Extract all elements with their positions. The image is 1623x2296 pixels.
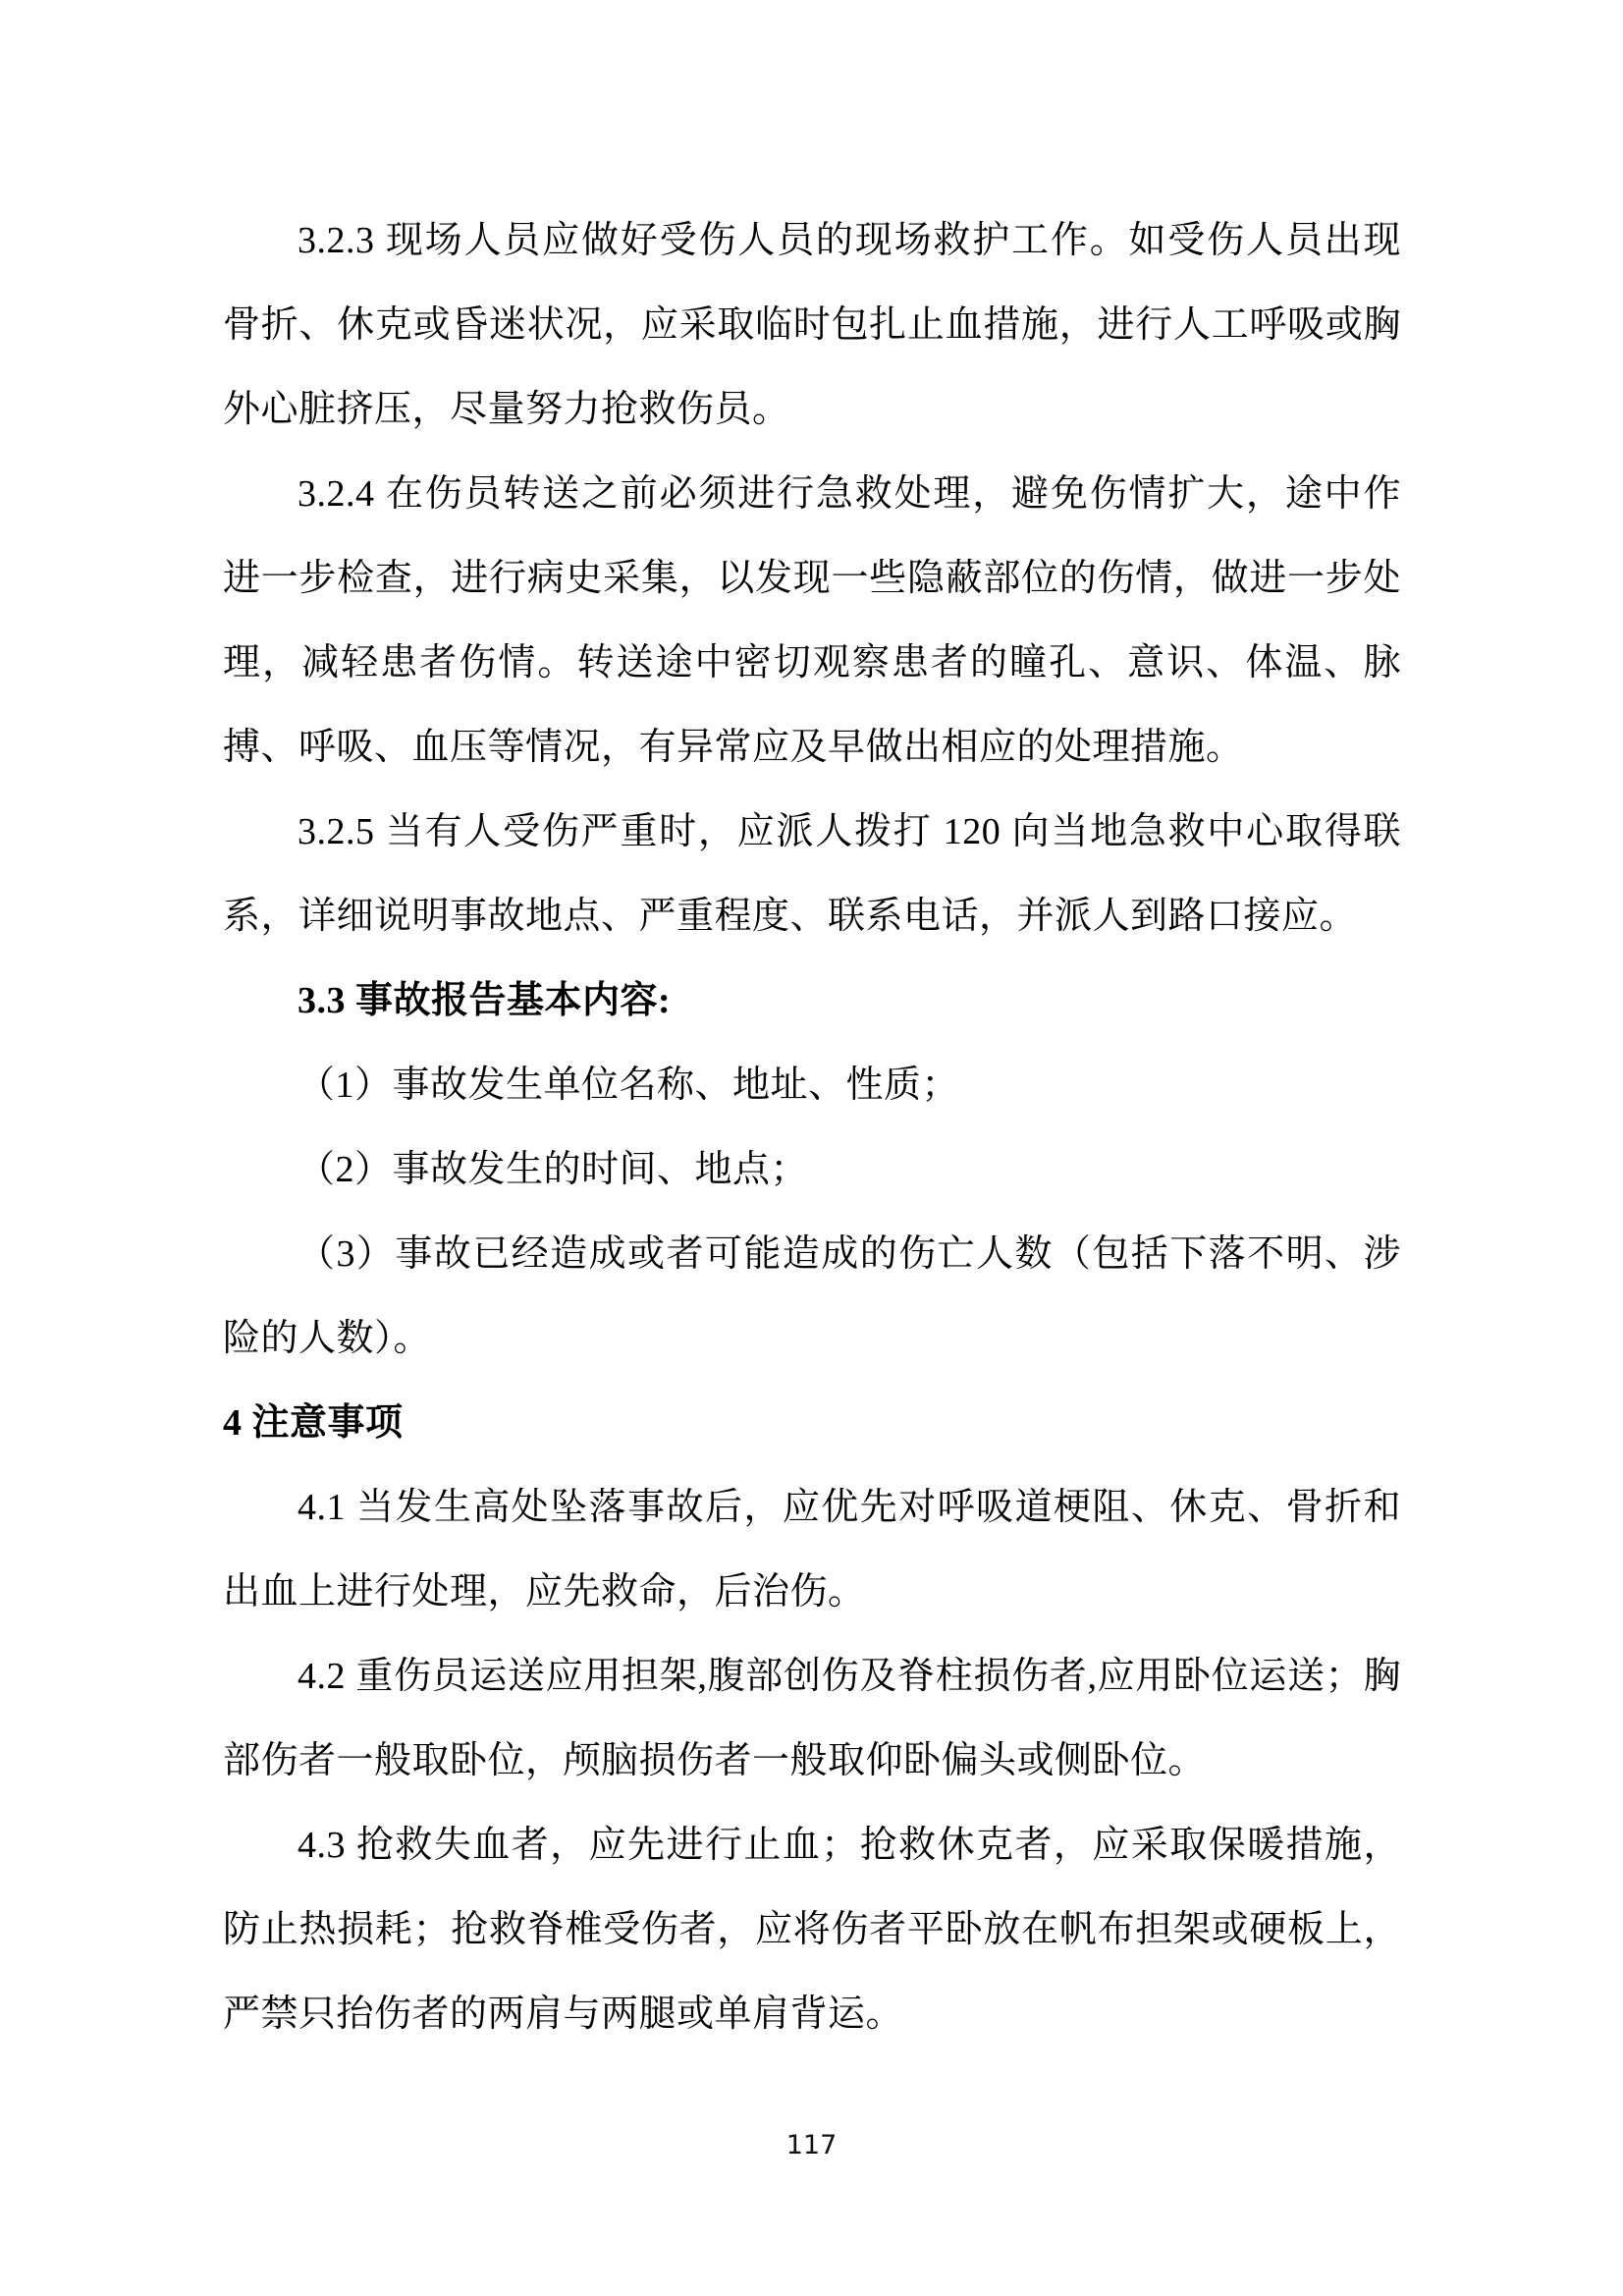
body-paragraph: 4.2 重伤员运送应用担架,腹部创伤及脊柱损伤者,应用卧位运送；胸部伤者一般取卧位，颅脑损伤者一般取仰卧偏头或侧卧位。 [223,1656,1401,1781]
body-paragraph: 3.2.4 在伤员转送之前必须进行急救处理，避免伤情扩大，途中作进一步检查，进行病史采集，以发现一些隐蔽部位的伤情，做进一步处理，减轻患者伤情。转送途中密切观察患者的瞳孔、意识、体温、脉搏、呼吸、血压等情况，有异常应及早做出相应的处理措施。 [223,473,1401,768]
section-heading: 4 注意事项 [223,1402,404,1444]
body-paragraph: 3.2.3 现场人员应做好受伤人员的现场救护工作。如受伤人员出现骨折、休克或昏迷状况，应采取临时包扎止血措施，进行人工呼吸或胸外心脏挤压，尽量努力抢救伤员。 [223,220,1401,430]
document-body [223,198,1401,2056]
body-paragraph: 4.3 抢救失血者，应先进行止血；抢救休克者，应采取保暖措施，防止热损耗；抢救脊椎受伤者，应将伤者平卧放在帆布担架或硬板上，严禁只抬伤者的两肩与两腿或单肩背运。 [223,1825,1401,2035]
body-paragraph: （3）事故已经造成或者可能造成的伤亡人数（包括下落不明、涉险的人数）。 [223,1233,1401,1359]
page-number: 117 [785,2130,838,2160]
section-heading: 3.3 事故报告基本内容: [298,980,672,1021]
body-paragraph: （2）事故发生的时间、地点； [298,1149,809,1190]
body-paragraph: 4.1 当发生高处坠落事故后，应优先对呼吸道梗阻、休克、骨折和出血上进行处理，应先救命，后治伤。 [223,1487,1401,1613]
body-paragraph: 3.2.5 当有人受伤严重时，应派人拨打 120 向当地急救中心取得联系，详细说明事故地点、严重程度、联系电话，并派人到路口接应。 [223,811,1401,937]
body-paragraph: （1）事故发生单位名称、地址、性质； [298,1065,960,1106]
page-footer [0,2129,1623,2162]
